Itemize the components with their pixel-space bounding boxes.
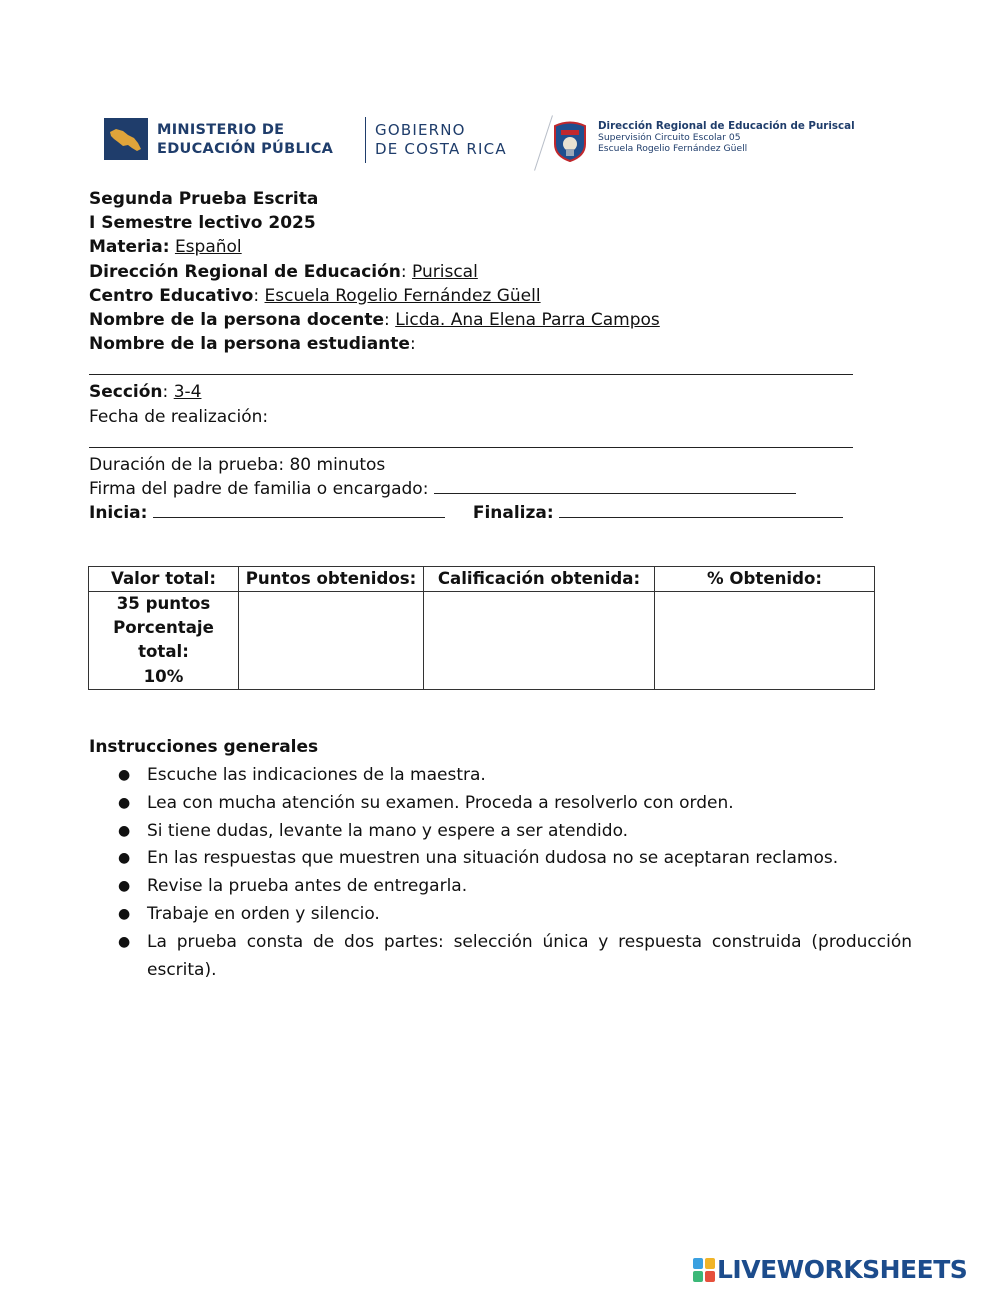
time-line — [89, 501, 919, 525]
score-table — [88, 566, 875, 690]
exam-info — [89, 187, 919, 525]
list-item: ● Trabaje en orden y silencio. — [118, 903, 380, 924]
student-label: Nombre de la persona estudiante — [89, 334, 410, 355]
instructions-title: Instrucciones generales — [89, 737, 319, 757]
school-label: Centro Educativo — [89, 285, 254, 306]
dre-value: Puriscal — [412, 261, 478, 282]
exam-title: Segunda Prueba Escrita — [89, 189, 319, 209]
regional-direction-info: Dirección Regional de Educación de Puriscal Supervisión Circuito Escolar 05 Escuela Rogelio Fernández Güell — [598, 120, 855, 154]
puntos-header: Puntos obtenidos: — [239, 567, 424, 592]
signature-line — [89, 477, 919, 501]
start-label: Inicia: — [89, 503, 148, 524]
student-name-field[interactable] — [89, 356, 853, 375]
subject-value: Español — [174, 237, 242, 258]
gobierno-name: GOBIERNO DE COSTA RICA — [375, 121, 507, 158]
dre-line: Dirección Regional de Educación: Puriscal — [89, 261, 478, 282]
student-line: Nombre de la persona estudiante: — [89, 334, 416, 355]
list-item: ● Revise la prueba antes de entregarla. — [118, 876, 468, 897]
mep-logo — [104, 118, 148, 160]
logo-divider-slanted — [534, 115, 553, 170]
logo-divider — [365, 117, 366, 163]
exam-semester: I Semestre lectivo 2025 — [89, 213, 316, 234]
puntos-cell[interactable] — [239, 592, 424, 690]
valor-total-header: Valor total: — [89, 567, 239, 592]
section-line: Sección: 3-4 — [89, 382, 202, 403]
end-field[interactable] — [559, 501, 843, 518]
dre-label: Dirección Regional de Educación — [89, 261, 401, 282]
signature-field[interactable] — [434, 477, 796, 494]
list-item: ● Si tiene dudas, levante la mano y espere a ser atendido. — [118, 820, 629, 841]
calificacion-header: Calificación obtenida: — [424, 567, 655, 592]
duration-line: Duración de la prueba: 80 minutos — [89, 454, 386, 475]
calificacion-cell[interactable] — [424, 592, 655, 690]
liveworksheets-logo-icon — [693, 1258, 715, 1282]
mep-name: MINISTERIO DE EDUCACIÓN PÚBLICA — [157, 122, 334, 157]
porcentaje-header: % Obtenido: — [655, 567, 875, 592]
teacher-line: Nombre de la persona docente: Licda. Ana Elena Parra Campos — [89, 309, 660, 330]
school-line: Centro Educativo: Escuela Rogelio Fernández Güell — [89, 285, 541, 306]
liveworksheets-wordmark: LIVEWORKSHEETS — [717, 1255, 968, 1284]
teacher-label: Nombre de la persona docente — [89, 309, 385, 330]
signature-label: Firma del padre de familia o encargado: — [89, 478, 429, 499]
valor-total-cell: 35 puntos Porcentaje total: 10% — [89, 592, 239, 690]
start-field[interactable] — [153, 501, 445, 518]
end-label: Finaliza: — [472, 503, 554, 524]
date-label: Fecha de realización: — [89, 406, 269, 427]
school-value: Escuela Rogelio Fernández Güell — [264, 285, 541, 306]
teacher-value: Licda. Ana Elena Parra Campos — [395, 309, 660, 330]
list-item: ● Escuche las indicaciones de la maestra. — [118, 765, 486, 785]
subject-line — [89, 235, 919, 259]
list-item: ● En las respuestas que muestren una situación dudosa no se aceptaran reclamos. — [118, 848, 839, 869]
list-item: ● La prueba consta de dos partes: selección única y respuesta construida (producción escrita). — [118, 931, 912, 980]
section-label: Sección — [89, 382, 163, 403]
school-crest-icon — [553, 120, 587, 162]
porcentaje-cell[interactable] — [655, 592, 875, 690]
date-field[interactable] — [89, 429, 853, 448]
instructions-list — [89, 762, 912, 984]
list-item: ● Lea con mucha atención su examen. Proceda a resolverlo con orden. — [118, 792, 734, 813]
subject-label: Materia: — [89, 237, 170, 258]
section-value: 3-4 — [173, 382, 202, 403]
